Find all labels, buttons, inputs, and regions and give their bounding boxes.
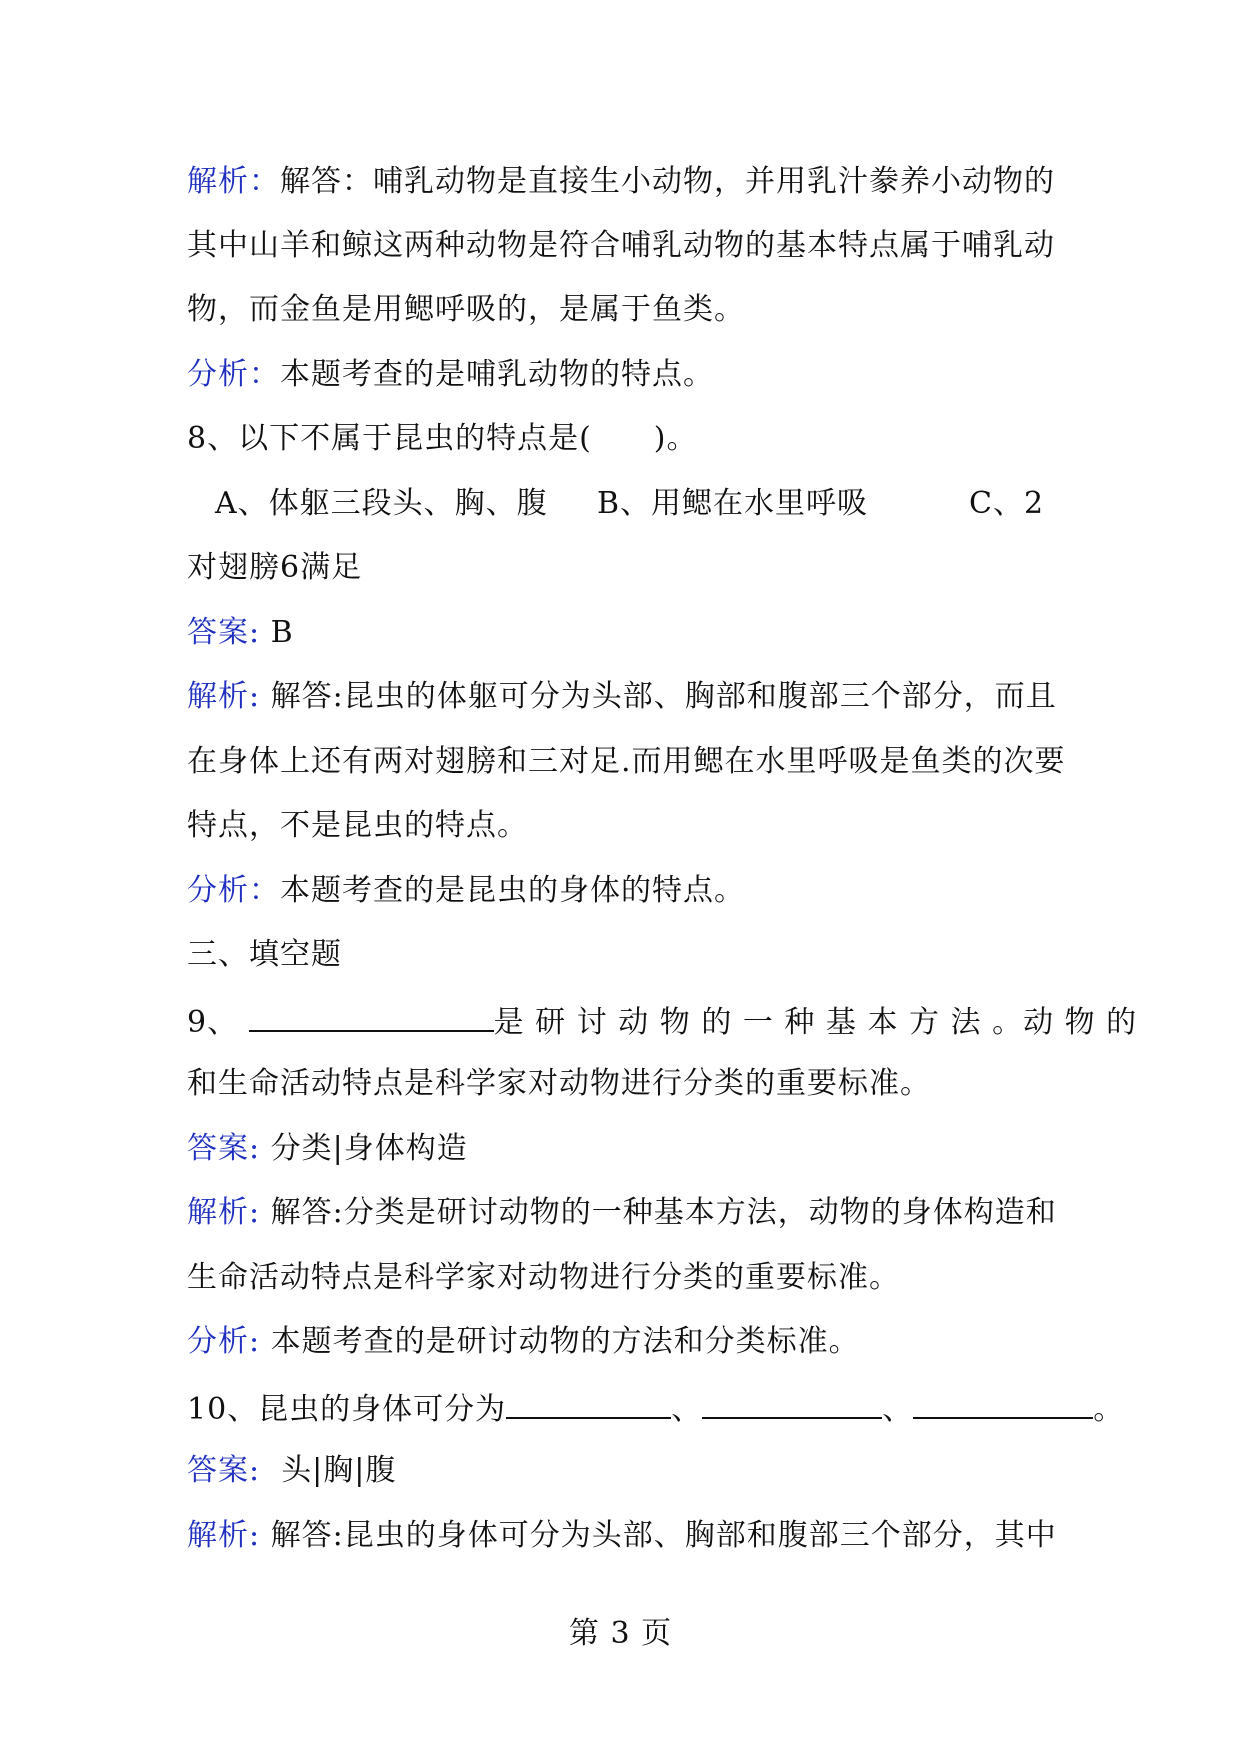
end-mark: 。 <box>1093 1392 1125 1427</box>
fill-blank[interactable] <box>913 1387 1093 1419</box>
question-number: 9、 <box>187 1005 239 1040</box>
answer-line <box>187 1451 396 1491</box>
question-text: 10、昆虫的身体可分为 <box>187 1392 507 1427</box>
analysis-line <box>187 1516 1057 1556</box>
remark-line <box>187 871 745 911</box>
option-c: C、2 <box>969 486 1045 521</box>
page-number: 第 3 页 <box>568 1616 673 1651</box>
analysis-text: 其中山羊和鲸这两种动物是符合哺乳动物的基本特点属于哺乳动 <box>187 228 1055 263</box>
analysis-label: 解析: <box>187 1195 261 1230</box>
remark-line <box>187 1322 860 1362</box>
fill-blank[interactable] <box>249 1000 494 1032</box>
question-9-stem <box>187 1000 1137 1043</box>
question-text: 是 研 讨 动 物 的 一 种 基 本 方 法 。动 物 的 <box>493 1005 1138 1040</box>
analysis-line <box>187 1193 1057 1233</box>
separator: 、 <box>882 1392 914 1427</box>
question-10-stem <box>187 1387 1124 1430</box>
remark-label: 分析： <box>187 357 280 392</box>
separator: 、 <box>671 1392 703 1427</box>
analysis-text: 解答：哺乳动物是直接生小动物，并用乳汁豢养小动物的 <box>280 164 1055 199</box>
fill-blank[interactable] <box>702 1387 882 1419</box>
answer-label: 答案: <box>187 615 261 650</box>
analysis-line <box>187 677 1057 717</box>
remark-text: 本题考查的是哺乳动物的特点。 <box>280 357 714 392</box>
option-a: A、体躯三段头、胸、腹 <box>215 486 548 521</box>
answer-text: B <box>270 615 294 650</box>
analysis-line <box>187 162 1055 202</box>
analysis-text: 解答:分类是研讨动物的一种基本方法，动物的身体构造和 <box>270 1195 1057 1230</box>
remark-label: 分析： <box>187 873 280 908</box>
question-9-stem-line2: 和生命活动特点是科学家对动物进行分类的重要标准。 <box>187 1066 931 1101</box>
option-b: B、用鳃在水里呼吸 <box>597 486 869 521</box>
answer-line <box>187 1129 468 1169</box>
analysis-text: 解答:昆虫的体躯可分为头部、胸部和腹部三个部分，而且 <box>270 679 1057 714</box>
analysis-label: 解析: <box>187 679 261 714</box>
answer-text: 分类|身体构造 <box>270 1131 468 1166</box>
option-c-continued: 对翅膀6满足 <box>187 550 363 585</box>
fill-blank[interactable] <box>506 1387 671 1419</box>
answer-text: 头|胸|腹 <box>281 1453 397 1488</box>
analysis-text: 特点，不是昆虫的特点。 <box>187 808 528 843</box>
section-title: 三、填空题 <box>187 937 342 972</box>
remark-text: 本题考查的是研讨动物的方法和分类标准。 <box>270 1324 860 1359</box>
question-8-stem: 8、以下不属于昆虫的特点是( )。 <box>187 421 698 456</box>
answer-line <box>187 613 294 653</box>
question-8-options <box>215 484 1044 524</box>
analysis-text: 在身体上还有两对翅膀和三对足.而用鳃在水里呼吸是鱼类的次要 <box>187 744 1066 779</box>
analysis-label: 解析： <box>187 164 280 199</box>
answer-label: 答案: <box>187 1131 261 1166</box>
analysis-label: 解析: <box>187 1518 261 1553</box>
analysis-text: 物，而金鱼是用鳃呼吸的，是属于鱼类。 <box>187 292 745 327</box>
remark-text: 本题考查的是昆虫的身体的特点。 <box>280 873 745 908</box>
analysis-text: 解答:昆虫的身体可分为头部、胸部和腹部三个部分，其中 <box>270 1518 1057 1553</box>
remark-label: 分析: <box>187 1324 261 1359</box>
remark-line <box>187 355 714 395</box>
answer-label: 答案: <box>187 1453 261 1488</box>
analysis-text: 生命活动特点是科学家对动物进行分类的重要标准。 <box>187 1260 900 1295</box>
